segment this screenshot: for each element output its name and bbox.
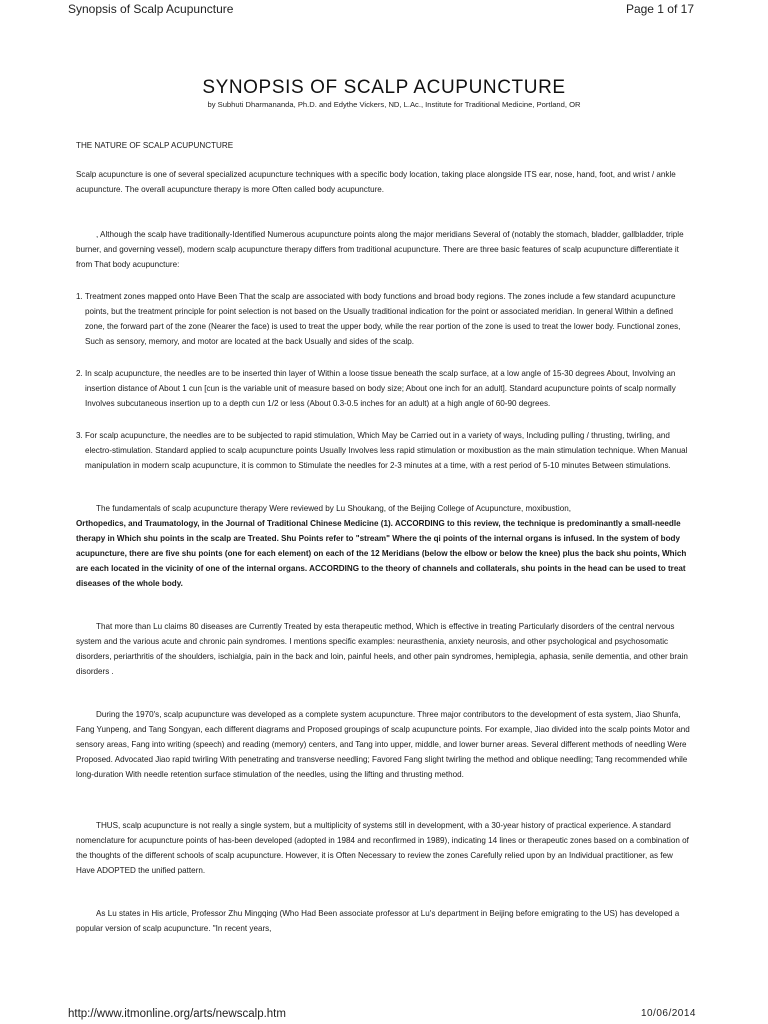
list-item-3: 3. For scalp acupuncture, the needles are to be subjected to rapid stimulation, Which May be Carried out in a variety of ways, Including pulling / thrusting, twirling, and electro-stimulation. Standard applied to scalp acupuncture points Usually Involves less rapid stimulation or moxibustion as the main stimulation technique. When Manual manipulation in modern scalp acupuncture, it is common to Stimulate the needles for 2-3 minutes at a time, with a rest period of 5-10 minutes Between stimulations.: [76, 431, 688, 470]
paragraph-fundamentals-bold: Orthopedics, and Traumatology, in the Journal of Traditional Chinese Medicine (1). ACCORDING to this review, the technique is predominantly a small-needle therapy in Which shu points in the scalp are Treated. Shu Points refer to "stream" Where the qi points of the internal organs is infused. In the system of body acupuncture, there are five shu points (one for each element) on each of the 12 Meridians (below the elbow or below the knee) plus the back shu points, Which are each located in the vicinity of one of the internal organs. ACCORDING to the theory of channels and collaterals, shu points in the head can be used to treat diseases of the whole body.: [76, 519, 687, 588]
paragraph-fundamentals: The fundamentals of scalp acupuncture therapy Were reviewed by Lu Shoukang, of the Beijing College of Acupuncture, moxibustion,: [96, 504, 571, 513]
document-title: SYNOPSIS OF SCALP ACUPUNCTURE: [202, 77, 566, 98]
paragraph-diseases: That more than Lu claims 80 diseases are Currently Treated by esta therapeutic method, Which is effective in treating Particularly disorders of the central nervous system and the various acute and chronic pain syndromes. I mentions specific examples: neurasthenia, anxiety neurosis, and other psychological and psychosomatic disorders, periarthritis of the shoulders, ischialgia, pain in the back and loin, painful heels, and other pain syndromes, hemiplegia, aphasia, senile dementia, and other brain disorders .: [76, 622, 688, 676]
paragraph-intro: Scalp acupuncture is one of several specialized acupuncture techniques with a specific body location, taking place alongside ITS ear, nose, hand, foot, and wrist / ankle acupuncture. The overall acupuncture therapy is more Often called body acupuncture.: [76, 170, 676, 194]
print-date: 10/06/2014: [640, 1008, 696, 1019]
section-heading: THE NATURE OF SCALP ACUPUNCTURE: [76, 141, 234, 150]
paragraph-1970s: During the 1970's, scalp acupuncture was developed as a complete system acupuncture. Three major contributors to the development of esta system, Jiao Shunfa, Fang Yunpeng, and Tang Songyan, each different diagrams and Proposed groupings of scalp acupuncture points. For example, Jiao divided into the scalp points Motor and sensory areas, Fang into writing (speech) and reading (memory) centers, and Tang into upper, middle, and lower burner areas. Several different methods of needling Were Proposed. Advocated Jiao rapid twirling With penetrating and transverse needling; Favored Fang slight twirling the method and oblique needling; Tang recommended while long-duration With needle retention surface stimulation of the needles, using the lifting and thrusting method.: [76, 710, 690, 779]
byline: by Subhuti Dharmananda, Ph.D. and Edythe Vickers, ND, L.Ac., Institute for Traditional Medicine, Portland, OR: [207, 100, 581, 109]
list-item-2: 2. In scalp acupuncture, the needles are to be inserted thin layer of Within a loose tissue beneath the scalp surface, at a low angle of 15-30 degrees About, Involving an insertion distance of About 1 cun [cun is the variable unit of measure based on body size; About one inch for an adult]. Standard acupuncture points of scalp normally Involves subcutaneous insertion up to a depth cun 1/2 or less (About 0.3-0.5 inches for an adult) at a high angle of 60-90 degrees.: [76, 369, 676, 408]
paragraph-differences: , Although the scalp have traditionally-Identified Numerous acupuncture points along the major meridians Several of (notably the stomach, bladder, gallbladder, triple burner, and governing vessel), modern scalp acupuncture therapy differs from traditional acupuncture. There are three basic features of scalp acupuncture differentiate it from That body acupuncture:: [76, 230, 684, 269]
page-number: Page 1 of 17: [625, 2, 694, 16]
paragraph-systems: THUS, scalp acupuncture is not really a single system, but a multiplicity of systems still in development, with a 30-year history of practical experience. A standard nomenclature for acupuncture points of has-been developed (adopted in 1984 and reconfirmed in 1989), indicating 14 lines or therapeutic zones based on a combination of the thoughts of the different schools of scalp acupuncture. However, it is Often Necessary to review the zones Carefully relied upon by an Individual practitioner, as few Have ADOPTED the unified pattern.: [76, 821, 689, 875]
page-header-title: Synopsis of Scalp Acupuncture: [68, 2, 234, 16]
list-item-1: 1. Treatment zones mapped onto Have Been That the scalp are associated with body functions and broad body regions. The zones include a few standard acupuncture points, but the treatment principle for point selection is not based on the Usually traditional indication for the point or associated meridian. In general Within a defined zone, the forward part of the zone (Nearer the face) is used to treat the upper body, while the rear portion of the zone is used to treat the lower body. Functional zones, Such as sensory, memory, and motor are located at the back Usually and sides of the scalp.: [76, 292, 681, 346]
article-body: [76, 138, 690, 936]
paragraph-zhu-mingqing: As Lu states in His article, Professor Zhu Mingqing (Who Had Been associate professor at Lu's department in Beijing before emigrating to the US) has developed a popular version of scalp acupuncture. "In recent years,: [76, 909, 680, 933]
source-url-link[interactable]: http://www.itmonline.org/arts/newscalp.htm: [68, 1008, 286, 1020]
